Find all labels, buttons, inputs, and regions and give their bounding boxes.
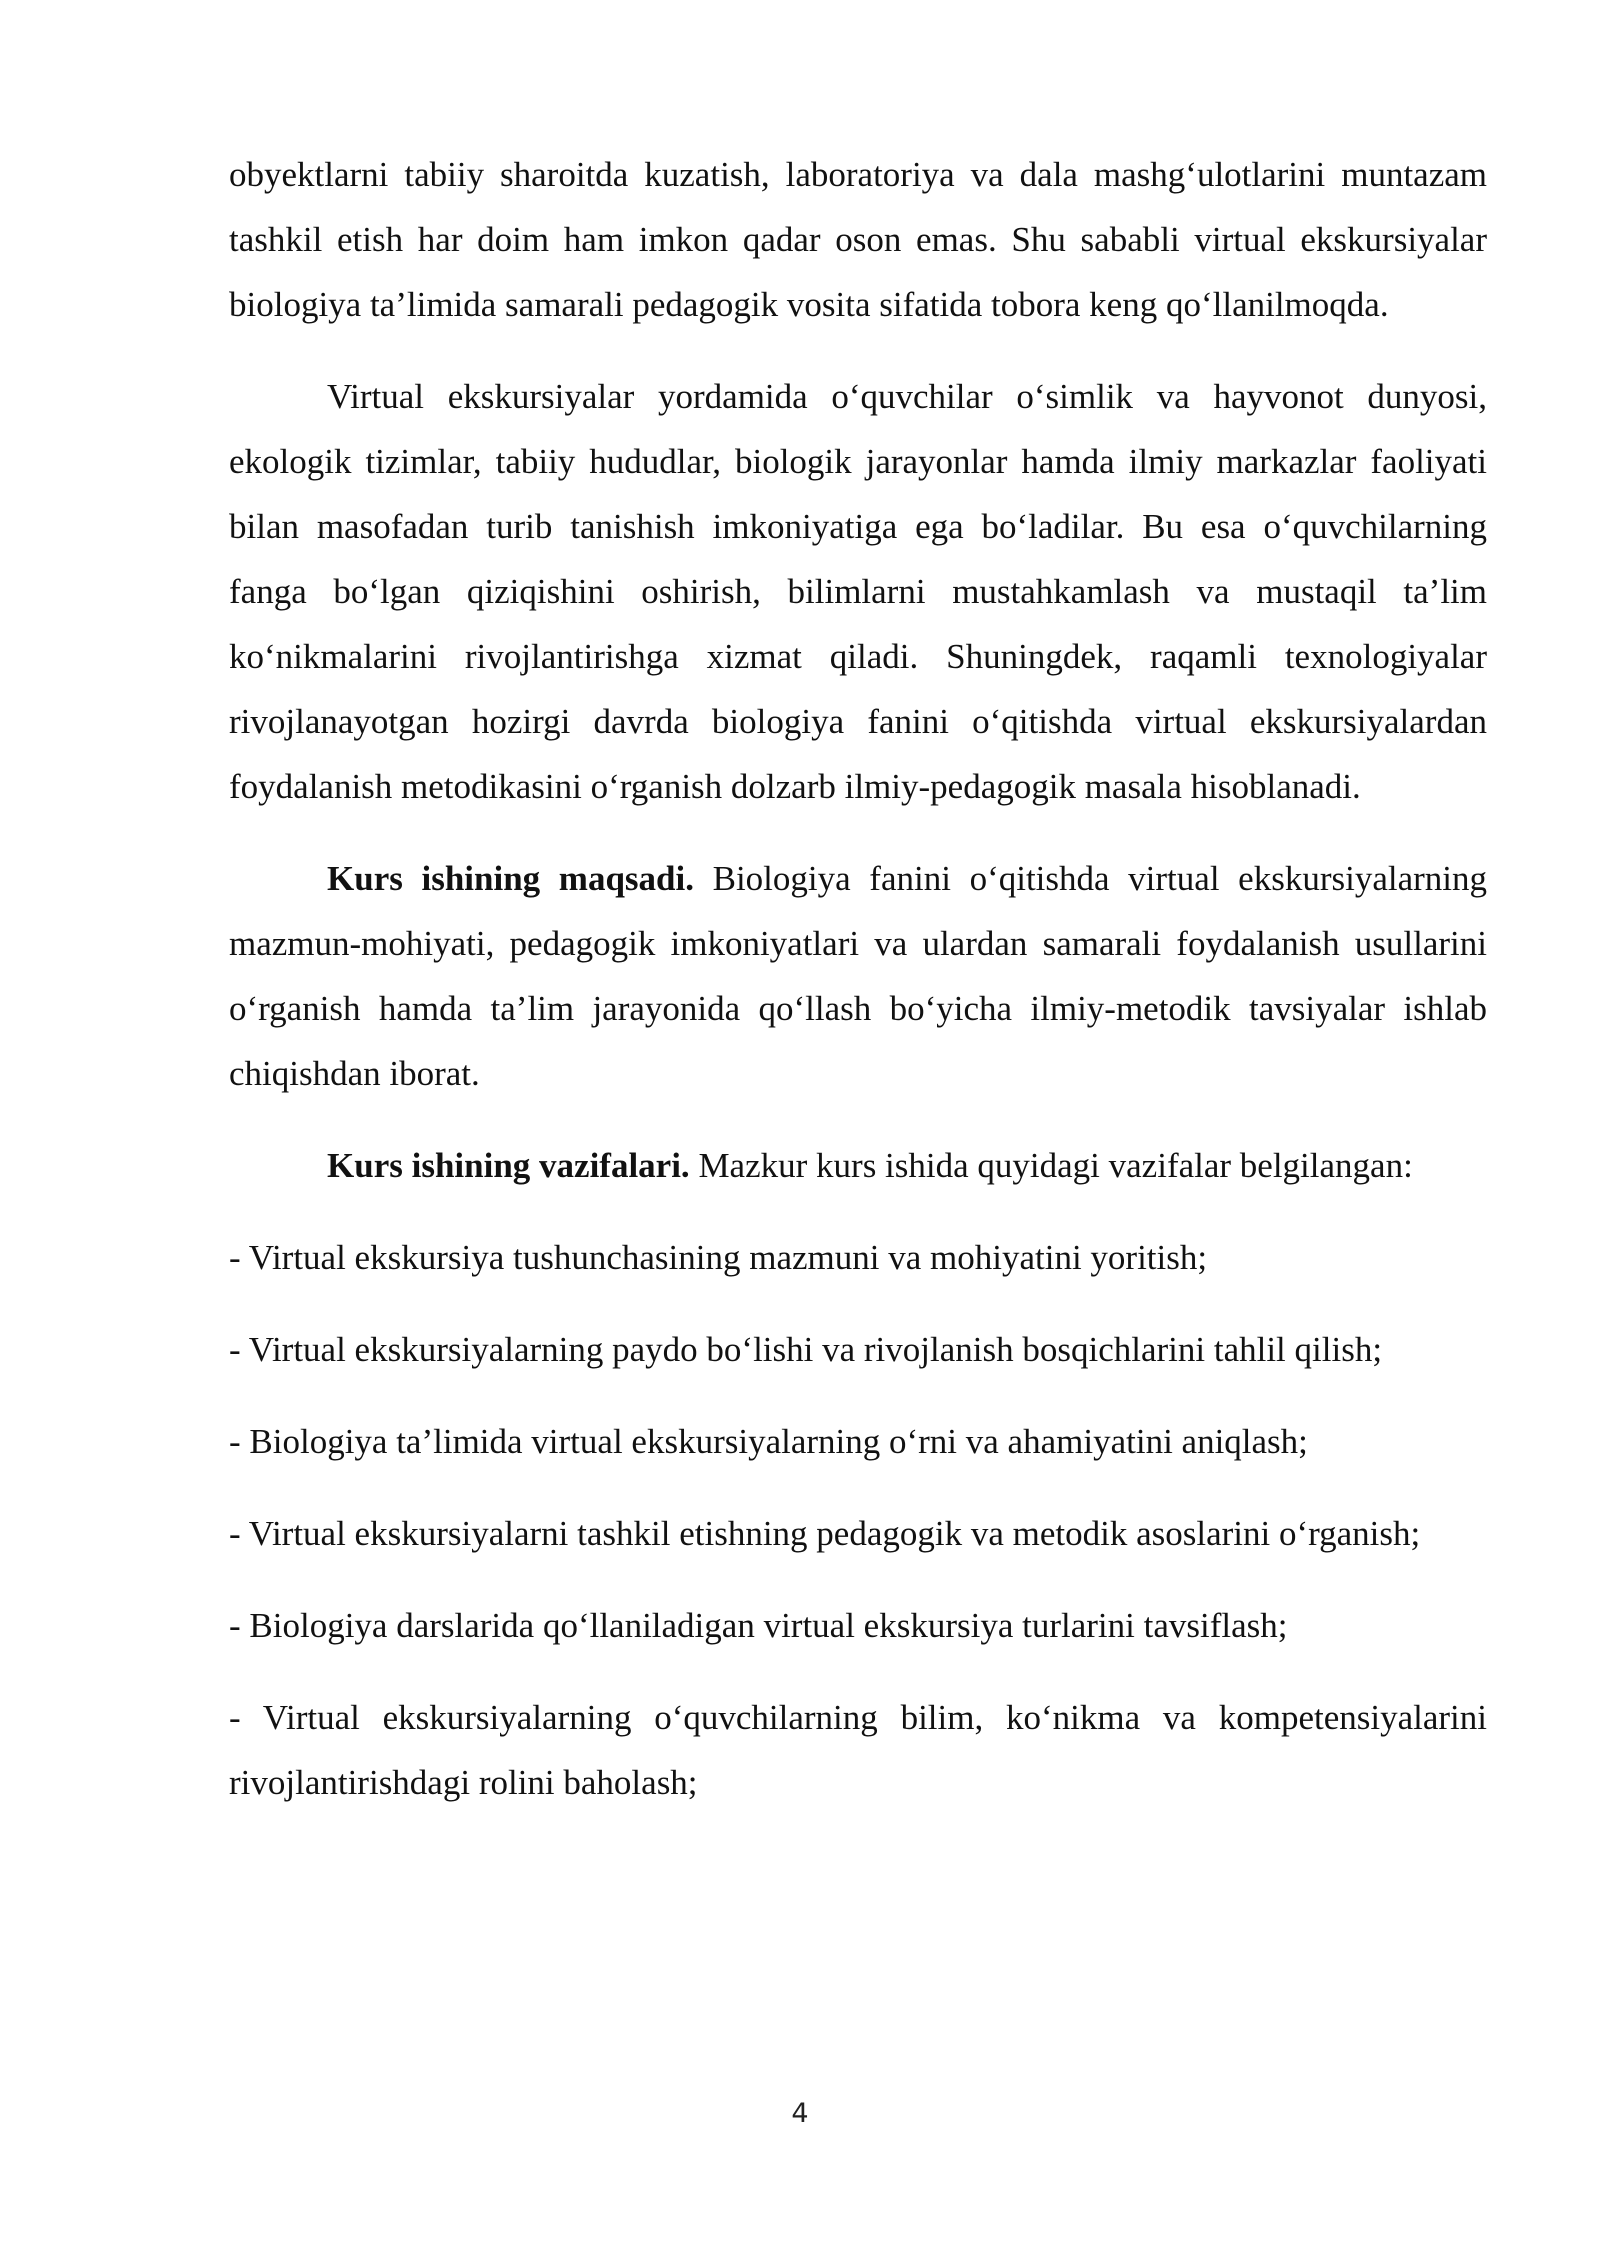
task-list-item: - Virtual ekskursiyalarning o‘quvchilarning bilim, ko‘nikma va kompetensiyalarini rivojlantirishdagi rolini baholash; — [229, 1698, 1487, 1802]
course-tasks-heading: Kurs ishining vazifalari. — [327, 1146, 690, 1185]
task-list-item: - Biologiya darslarida qo‘llaniladigan virtual ekskursiya turlarini tavsiflash; — [229, 1606, 1288, 1645]
task-list-item: - Virtual ekskursiya tushunchasining mazmuni va mohiyatini yoritish; — [229, 1238, 1208, 1277]
document-page — [229, 142, 1487, 1815]
task-list-item: - Virtual ekskursiyalarni tashkil etishning pedagogik va metodik asoslarini o‘rganish; — [229, 1514, 1421, 1553]
task-list-item: - Virtual ekskursiyalarning paydo bo‘lishi va rivojlanish bosqichlarini tahlil qilish; — [229, 1330, 1383, 1369]
paragraph-course-tasks — [229, 1133, 1487, 1198]
paragraph-virtual-excursions: Virtual ekskursiyalar yordamida o‘quvchilar o‘simlik va hayvonot dunyosi, ekologik tizimlar, tabiiy hududlar, biologik jarayonlar hamda ilmiy markazlar faoliyati bilan masofadan turib tanishish imkoniyatiga ega bo‘ladilar. Bu esa o‘quvchilarning fanga bo‘lgan qiziqishini oshirish, bilimlarni mustahkamlash va mustaqil ta’lim ko‘nikmalarini rivojlantirishga xizmat qiladi. Shuningdek, raqamli texnologiyalar rivojlanayotgan hozirgi davrda biologiya fanini o‘qitishda virtual ekskursiyalardan foydalanish metodikasini o‘rganish dolzarb ilmiy-pedagogik masala hisoblanadi. — [229, 377, 1487, 806]
course-aim-text: Biologiya fanini o‘qitishda virtual ekskursiyalarning mazmun-mohiyati, pedagogik imkoniyatlari va ulardan samarali foydalanish usullarini o‘rganish hamda ta’lim jarayonida qo‘llash bo‘yicha ilmiy-metodik tavsiyalar ishlab chiqishdan iborat. — [229, 859, 1487, 1093]
paragraph-course-aim — [229, 846, 1487, 1106]
task-list-item: - Biologiya ta’limida virtual ekskursiyalarning o‘rni va ahamiyatini aniqlash; — [229, 1422, 1308, 1461]
paragraph-intro-continuation: obyektlarni tabiiy sharoitda kuzatish, laboratoriya va dala mashg‘ulotlarini muntazam tashkil etish har doim ham imkon qadar oson emas. Shu sababli virtual ekskursiyalar biologiya ta’limida samarali pedagogik vosita sifatida tobora keng qo‘llanilmoqda. — [229, 155, 1487, 324]
page-number: 4 — [791, 2098, 809, 2129]
course-tasks-text: Mazkur kurs ishida quyidagi vazifalar belgilangan: — [689, 1146, 1413, 1185]
course-aim-heading: Kurs ishining maqsadi. — [327, 859, 694, 898]
